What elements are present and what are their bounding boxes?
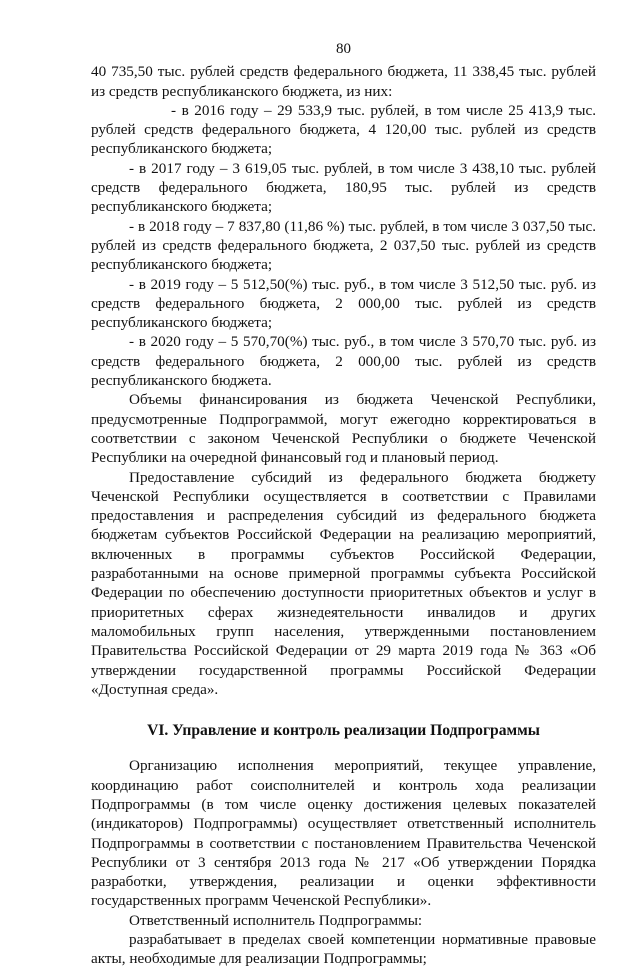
paragraph-year-2018: - в 2018 году – 7 837,80 (11,86 %) тыс. рублей, в том числе 3 037,50 тыс. рублей из средств федерального бюджета, 2 037,50 тыс. рублей из средств республиканского бюджета; bbox=[91, 217, 596, 274]
document-page bbox=[91, 40, 596, 969]
paragraph-year-2019: - в 2019 году – 5 512,50(%) тыс. руб., в том числе 3 512,50 тыс. руб. из средств федерального бюджета, 2 000,00 тыс. рублей из средств республиканского бюджета; bbox=[91, 275, 596, 332]
paragraph-develops-acts: разрабатывает в пределах своей компетенции нормативные правовые акты, необходимые для реализации Подпрограммы; bbox=[91, 931, 596, 968]
paragraph-funding-adjustment: Объемы финансирования из бюджета Чеченской Республики, предусмотренные Подпрограммой, могут ежегодно корректироваться в соответствии с законом Чеченской Республики о бюджете Чеченской Республики на очередной финансовый год и плановый период. bbox=[91, 391, 596, 467]
paragraph-subsidies: Предоставление субсидий из федерального бюджета бюджету Чеченской Республики осуществляется в соответствии с Правилами предоставления и распределения субсидий из федерального бюджета бюджетам субъектов Российской Федерации на реализацию мероприятий, включенных в программы субъектов Российской Федерации, разработанными на основе примерной программы субъекта Российской Федерации по обеспечению доступности приоритетных объектов и услуг в приоритетных сферах жизнедеятельности инвалидов и других маломобильных групп населения, утвержденными постановлением Правительства Российской Федерации от 29 марта 2019 года № 363 «Об утверждении государственной программы Российской Федерации «Доступная среда». bbox=[91, 468, 596, 698]
paragraph-year-2020: - в 2020 году – 5 570,70(%) тыс. руб., в том числе 3 570,70 тыс. руб. из средств федерального бюджета, 2 000,00 тыс. рублей из средств республиканского бюджета. bbox=[91, 333, 596, 390]
paragraph-management: Организацию исполнения мероприятий, текущее управление, координацию работ соисполнителей и контроль хода реализации Подпрограммы (в том числе оценку достижения целевых показателей (индикаторов) Подпрограммы) осуществляет ответственный исполнитель Подпрограммы в соответствии с постановлением Правительства Чеченской Республики от 3 сентября 2013 года № 217 «Об утверждении Порядка разработки, утверждения, реализации и оценки эффективности государственных программ Чеченской Республики». bbox=[91, 757, 596, 910]
paragraph-year-2016: - в 2016 году – 29 533,9 тыс. рублей, в том числе 25 413,9 тыс. рублей средств федерального бюджета, 4 120,00 тыс. рублей из средств республиканского бюджета; bbox=[91, 101, 596, 158]
paragraph-funding-total: 40 735,50 тыс. рублей средств федерального бюджета, 11 338,45 тыс. рублей из средств республиканского бюджета, из них: bbox=[91, 63, 596, 100]
paragraph-responsible-executor: Ответственный исполнитель Подпрограммы: bbox=[129, 911, 423, 929]
paragraph-year-2017: - в 2017 году – 3 619,05 тыс. рублей, в том числе 3 438,10 тыс. рублей средств федерального бюджета, 180,95 тыс. рублей из средств республиканского бюджета; bbox=[91, 159, 596, 216]
section-heading: VI. Управление и контроль реализации Подпрограммы bbox=[147, 722, 540, 740]
page-number: 80 bbox=[336, 41, 351, 57]
